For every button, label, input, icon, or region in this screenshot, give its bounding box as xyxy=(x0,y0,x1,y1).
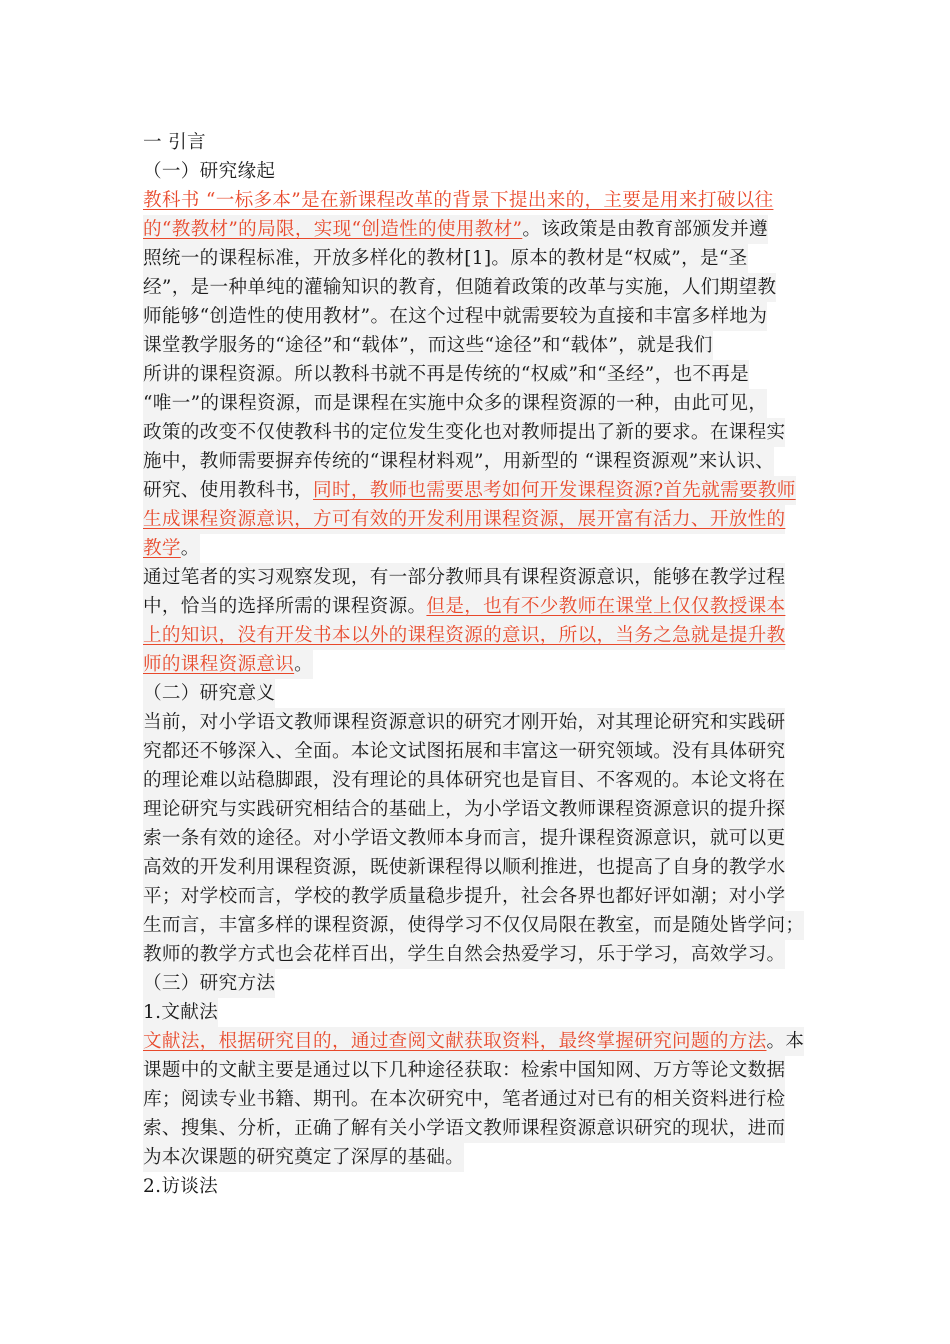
text-line xyxy=(143,650,313,679)
text-line: 平；对学校而言，学校的教学质量稳步提升，社会各界也都好评如潮；对小学 xyxy=(143,882,785,911)
text-span: 。该政策是由教育部颁发并遵 xyxy=(522,219,768,240)
text-span: 。 xyxy=(180,538,200,559)
text-line: 照统一的课程标准，开放多样化的教材[1]。原本的教材是“权威”，是“圣 xyxy=(143,244,748,273)
text-line: 当前，对小学语文教师课程资源意识的研究才刚开始，对其理论研究和实践研 xyxy=(143,708,785,737)
text-line: 教师的教学方式也会花样百出，学生自然会热爱学习，乐于学习，高效学习。 xyxy=(143,940,785,969)
text-line: 为本次课题的研究奠定了深厚的基础。 xyxy=(143,1143,464,1172)
text-line: 理论研究与实践研究相结合的基础上，为小学语文教师课程资源意识的提升探 xyxy=(143,795,785,824)
text-line: 政策的改变不仅使教科书的定位发生变化也对教师提出了新的要求。在课程实 xyxy=(143,418,785,447)
text-line: 施中，教师需要摒弃传统的“课程材料观”，用新型的 “课程资源观”来认识、 xyxy=(143,447,774,476)
text-line xyxy=(143,534,200,563)
text-line: 索、搜集、分析，正确了解有关小学语文教师课程资源意识研究的现状，进而 xyxy=(143,1114,785,1143)
text-line: 所讲的课程资源。所以教科书就不再是传统的“权威”和“圣经”，也不再是 xyxy=(143,360,749,389)
method-title-interview: 2.访谈法 xyxy=(143,1176,219,1197)
text-line xyxy=(143,1027,804,1056)
section-title-methods: （三）研究方法 xyxy=(143,969,275,998)
section-title-significance: （二）研究意义 xyxy=(143,679,275,708)
section-title-origin: （一）研究缘起 xyxy=(143,161,276,182)
text-line: “唯一”的课程资源，而是课程在实施中众多的课程资源的一种，由此可见， xyxy=(143,389,767,418)
text-line xyxy=(143,476,796,505)
highlight-span: 但是，也有不少教师在课堂上仅仅教授课本 xyxy=(426,596,786,617)
heading-introduction: 一 引言 xyxy=(143,132,206,153)
text-line: 生成课程资源意识，方可有效的开发利用课程资源，展开富有活力、开放性的 xyxy=(143,505,785,534)
text-line: 通过笔者的实习观察发现，有一部分教师具有课程资源意识，能够在教学过程 xyxy=(143,563,785,592)
text-span: 中，恰当的选择所需的课程资源。 xyxy=(143,596,427,617)
text-line: 高效的开发利用课程资源，既使新课程得以顺利推进，也提高了自身的教学水 xyxy=(143,853,785,882)
text-line: 经”，是一种单纯的灌输知识的教育，但随着政策的改革与实施，人们期望教 xyxy=(143,273,776,302)
text-span: 。本 xyxy=(766,1031,805,1052)
highlight-span: 同时，教师也需要思考如何开发课程资源?首先就需要教师 xyxy=(313,480,796,501)
highlight-span: 文献法，根据研究目的，通过查阅文献获取资料，最终掌握研究问题的方法 xyxy=(143,1031,767,1052)
text-line: 的理论难以站稳脚跟，没有理论的具体研究也是盲目、不客观的。本论文将在 xyxy=(143,766,785,795)
method-title-literature: 1.文献法 xyxy=(143,998,218,1027)
text-line: 课堂教学服务的“途径”和“载体”，而这些“途径”和“载体”，就是我们 xyxy=(143,331,713,360)
text-line: 库；阅读专业书籍、期刊。在本次研究中，笔者通过对已有的相关资料进行检 xyxy=(143,1085,785,1114)
text-line: 上的知识，没有开发书本以外的课程资源的意识，所以，当务之急就是提升教 xyxy=(143,621,785,650)
text-line: 师能够“创造性的使用教材”。在这个过程中就需要较为直接和丰富多样地为 xyxy=(143,302,767,331)
text-line: 究都还不够深入、全面。本论文试图拓展和丰富这一研究领域。没有具体研究 xyxy=(143,737,785,766)
text-line xyxy=(143,592,785,621)
text-span: 研究、使用教科书， xyxy=(143,480,314,501)
text-line xyxy=(143,215,768,244)
text-line: 生而言，丰富多样的课程资源，使得学习不仅仅局限在教室，而是随处皆学问； xyxy=(143,911,804,940)
highlight-span: 师的课程资源意识 xyxy=(143,654,295,675)
text-line: 课题中的文献主要是通过以下几种途径获取：检索中国知网、万方等论文数据 xyxy=(143,1056,785,1085)
highlight-span: 教学 xyxy=(143,538,181,559)
text-span: 。 xyxy=(294,654,314,675)
highlight-span: 的“教教材”的局限，实现“创造性的使用教材” xyxy=(143,219,523,240)
text-line: 索一条有效的途径。对小学语文教师本身而言，提升课程资源意识，就可以更 xyxy=(143,824,785,853)
text-line: 教科书 “一标多本”是在新课程改革的背景下提出来的，主要是用来打破以往 xyxy=(143,190,774,211)
